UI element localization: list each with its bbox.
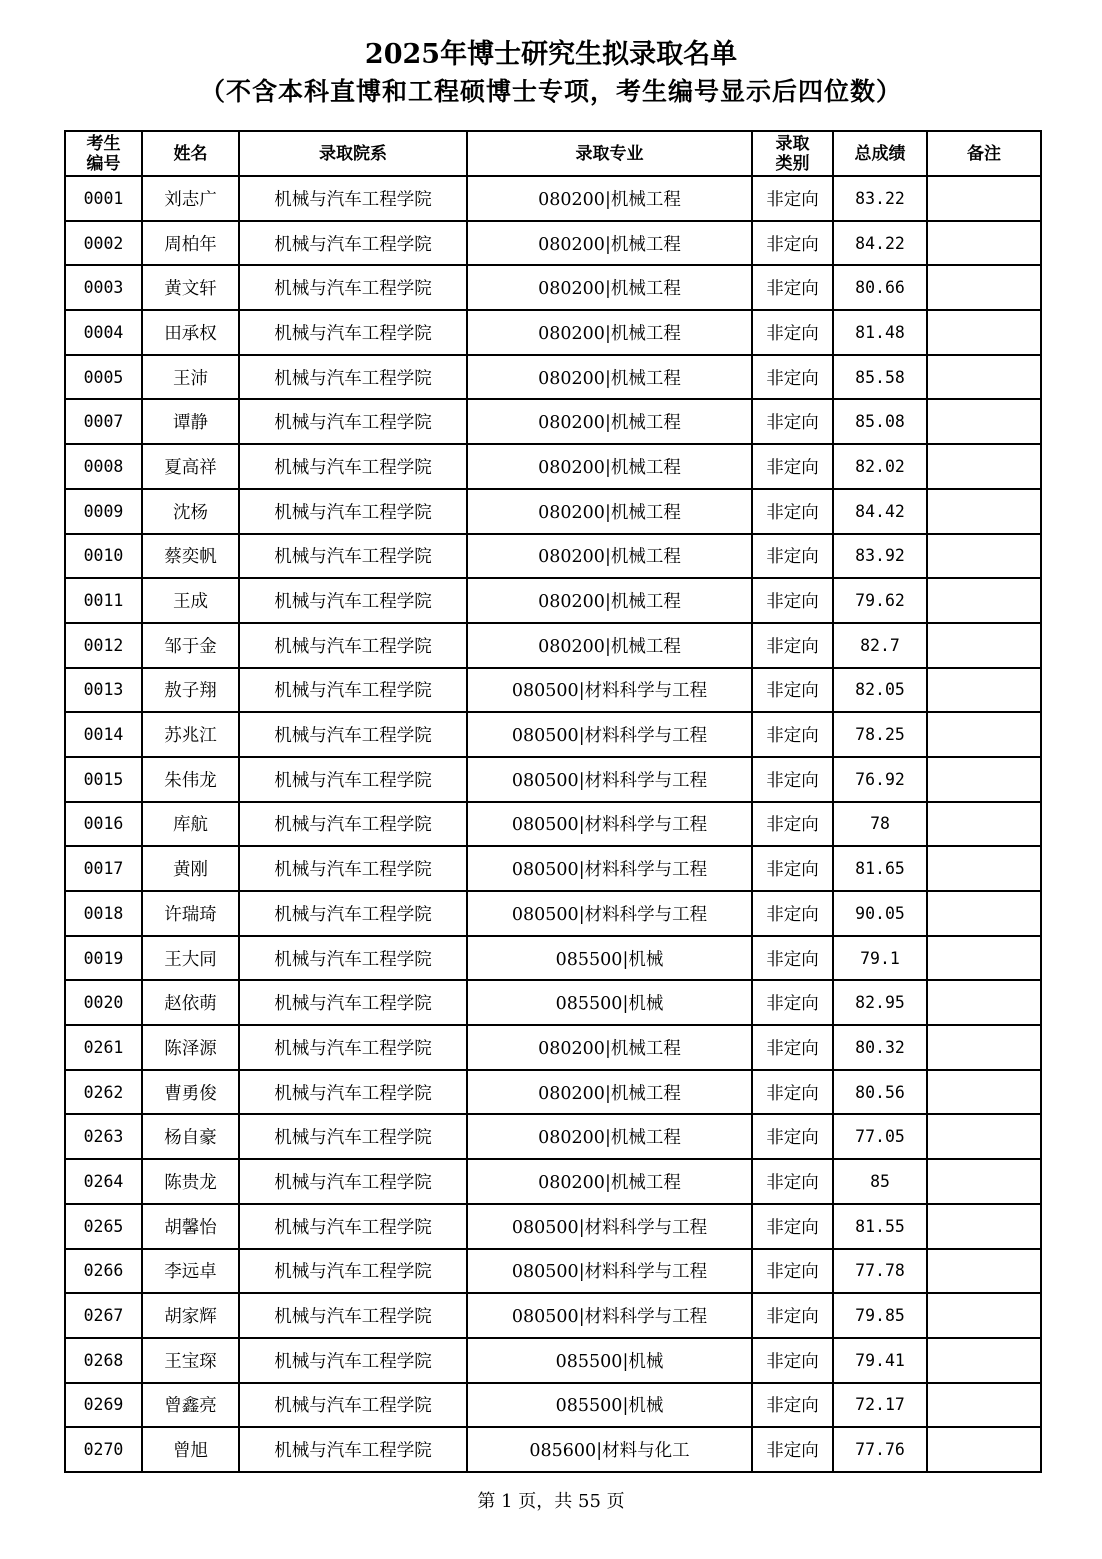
cell-major: 080200|机械工程	[467, 623, 752, 668]
table-row	[65, 802, 1041, 847]
cell-name: 苏兆江	[142, 712, 239, 757]
table-row	[65, 846, 1041, 891]
table-row	[65, 936, 1041, 981]
cell-name: 谭静	[142, 399, 239, 444]
cell-remark	[927, 578, 1041, 623]
cell-major: 080200|机械工程	[467, 578, 752, 623]
cell-major: 080200|机械工程	[467, 534, 752, 579]
cell-major: 080500|材料科学与工程	[467, 802, 752, 847]
cell-total-score: 85	[833, 1159, 927, 1204]
admission-table	[64, 130, 1042, 1473]
cell-name: 朱伟龙	[142, 757, 239, 802]
cell-candidate-id: 0013	[65, 668, 142, 713]
cell-name: 曾鑫亮	[142, 1383, 239, 1428]
cell-name: 许瑞琦	[142, 891, 239, 936]
cell-category: 非定向	[752, 265, 833, 310]
cell-total-score: 84.22	[833, 221, 927, 266]
cell-candidate-id: 0014	[65, 712, 142, 757]
cell-total-score: 78.25	[833, 712, 927, 757]
table-row	[65, 1427, 1041, 1472]
table-row	[65, 176, 1041, 221]
cell-category: 非定向	[752, 176, 833, 221]
cell-candidate-id: 0264	[65, 1159, 142, 1204]
cell-remark	[927, 802, 1041, 847]
table-row	[65, 1159, 1041, 1204]
cell-candidate-id: 0004	[65, 310, 142, 355]
cell-category: 非定向	[752, 623, 833, 668]
cell-total-score: 82.95	[833, 980, 927, 1025]
table-row	[65, 757, 1041, 802]
cell-category: 非定向	[752, 757, 833, 802]
cell-category: 非定向	[752, 1159, 833, 1204]
cell-name: 杨自豪	[142, 1114, 239, 1159]
table-row	[65, 444, 1041, 489]
cell-department: 机械与汽车工程学院	[239, 1159, 467, 1204]
cell-department: 机械与汽车工程学院	[239, 712, 467, 757]
cell-major: 080200|机械工程	[467, 1114, 752, 1159]
cell-department: 机械与汽车工程学院	[239, 221, 467, 266]
table-row	[65, 578, 1041, 623]
cell-name: 胡馨怡	[142, 1204, 239, 1249]
cell-candidate-id: 0265	[65, 1204, 142, 1249]
cell-candidate-id: 0003	[65, 265, 142, 310]
cell-category: 非定向	[752, 891, 833, 936]
cell-remark	[927, 176, 1041, 221]
cell-department: 机械与汽车工程学院	[239, 668, 467, 713]
cell-name: 沈杨	[142, 489, 239, 534]
table-row	[65, 712, 1041, 757]
table-row	[65, 1383, 1041, 1428]
cell-category: 非定向	[752, 1427, 833, 1472]
cell-major: 080200|机械工程	[467, 1025, 752, 1070]
cell-candidate-id: 0261	[65, 1025, 142, 1070]
cell-candidate-id: 0016	[65, 802, 142, 847]
cell-remark	[927, 1383, 1041, 1428]
cell-department: 机械与汽车工程学院	[239, 1070, 467, 1115]
cell-major: 080200|机械工程	[467, 444, 752, 489]
cell-major: 080500|材料科学与工程	[467, 668, 752, 713]
cell-department: 机械与汽车工程学院	[239, 891, 467, 936]
cell-candidate-id: 0267	[65, 1293, 142, 1338]
cell-candidate-id: 0270	[65, 1427, 142, 1472]
cell-remark	[927, 846, 1041, 891]
cell-category: 非定向	[752, 399, 833, 444]
cell-remark	[927, 534, 1041, 579]
cell-remark	[927, 1338, 1041, 1383]
cell-major: 080500|材料科学与工程	[467, 891, 752, 936]
cell-name: 王大同	[142, 936, 239, 981]
table-row	[65, 1249, 1041, 1294]
cell-department: 机械与汽车工程学院	[239, 399, 467, 444]
cell-total-score: 79.1	[833, 936, 927, 981]
cell-candidate-id: 0266	[65, 1249, 142, 1294]
cell-category: 非定向	[752, 310, 833, 355]
cell-total-score: 77.78	[833, 1249, 927, 1294]
cell-category: 非定向	[752, 1249, 833, 1294]
cell-department: 机械与汽车工程学院	[239, 1204, 467, 1249]
cell-candidate-id: 0262	[65, 1070, 142, 1115]
cell-major: 080500|材料科学与工程	[467, 757, 752, 802]
header-remark: 备注	[927, 131, 1041, 176]
cell-total-score: 80.32	[833, 1025, 927, 1070]
cell-name: 田承权	[142, 310, 239, 355]
table-row	[65, 489, 1041, 534]
cell-total-score: 78	[833, 802, 927, 847]
cell-category: 非定向	[752, 712, 833, 757]
cell-major: 080200|机械工程	[467, 1070, 752, 1115]
cell-total-score: 85.08	[833, 399, 927, 444]
cell-candidate-id: 0015	[65, 757, 142, 802]
page-subtitle: （不含本科直博和工程硕博士专项，考生编号显示后四位数）	[199, 77, 902, 106]
cell-department: 机械与汽车工程学院	[239, 578, 467, 623]
cell-name: 陈泽源	[142, 1025, 239, 1070]
cell-remark	[927, 355, 1041, 400]
cell-total-score: 79.85	[833, 1293, 927, 1338]
cell-department: 机械与汽车工程学院	[239, 265, 467, 310]
cell-major: 080200|机械工程	[467, 399, 752, 444]
cell-name: 夏高祥	[142, 444, 239, 489]
cell-department: 机械与汽车工程学院	[239, 1114, 467, 1159]
cell-department: 机械与汽车工程学院	[239, 534, 467, 579]
cell-category: 非定向	[752, 1338, 833, 1383]
cell-major: 080500|材料科学与工程	[467, 1293, 752, 1338]
cell-candidate-id: 0010	[65, 534, 142, 579]
cell-candidate-id: 0019	[65, 936, 142, 981]
cell-total-score: 80.56	[833, 1070, 927, 1115]
cell-remark	[927, 265, 1041, 310]
cell-remark	[927, 221, 1041, 266]
header-total-score: 总成绩	[833, 131, 927, 176]
cell-remark	[927, 623, 1041, 668]
cell-remark	[927, 310, 1041, 355]
cell-total-score: 79.62	[833, 578, 927, 623]
cell-category: 非定向	[752, 1383, 833, 1428]
cell-major: 085500|机械	[467, 980, 752, 1025]
cell-major: 085500|机械	[467, 1383, 752, 1428]
cell-major: 080200|机械工程	[467, 355, 752, 400]
cell-remark	[927, 980, 1041, 1025]
cell-category: 非定向	[752, 1114, 833, 1159]
table-row	[65, 1338, 1041, 1383]
cell-name: 敖子翔	[142, 668, 239, 713]
table-row	[65, 1293, 1041, 1338]
page-footer: 第 1 页，共 55 页	[477, 1491, 625, 1512]
cell-department: 机械与汽车工程学院	[239, 936, 467, 981]
header-department: 录取院系	[239, 131, 467, 176]
cell-candidate-id: 0012	[65, 623, 142, 668]
cell-category: 非定向	[752, 1204, 833, 1249]
cell-major: 080500|材料科学与工程	[467, 846, 752, 891]
cell-major: 085500|机械	[467, 936, 752, 981]
cell-name: 李远卓	[142, 1249, 239, 1294]
cell-department: 机械与汽车工程学院	[239, 1249, 467, 1294]
cell-name: 陈贵龙	[142, 1159, 239, 1204]
cell-candidate-id: 0005	[65, 355, 142, 400]
cell-department: 机械与汽车工程学院	[239, 176, 467, 221]
cell-total-score: 82.02	[833, 444, 927, 489]
cell-department: 机械与汽车工程学院	[239, 980, 467, 1025]
cell-major: 080200|机械工程	[467, 489, 752, 534]
cell-total-score: 83.22	[833, 176, 927, 221]
table-row	[65, 623, 1041, 668]
cell-remark	[927, 668, 1041, 713]
table-row	[65, 310, 1041, 355]
cell-major: 080200|机械工程	[467, 310, 752, 355]
cell-candidate-id: 0001	[65, 176, 142, 221]
cell-major: 080200|机械工程	[467, 221, 752, 266]
cell-category: 非定向	[752, 1293, 833, 1338]
cell-total-score: 76.92	[833, 757, 927, 802]
table-row	[65, 1070, 1041, 1115]
page-title: 2025年博士研究生拟录取名单	[364, 39, 738, 70]
cell-category: 非定向	[752, 936, 833, 981]
cell-name: 周柏年	[142, 221, 239, 266]
cell-major: 080500|材料科学与工程	[467, 1204, 752, 1249]
cell-name: 胡家辉	[142, 1293, 239, 1338]
cell-remark	[927, 1204, 1041, 1249]
cell-candidate-id: 0009	[65, 489, 142, 534]
table-row	[65, 221, 1041, 266]
cell-candidate-id: 0263	[65, 1114, 142, 1159]
cell-category: 非定向	[752, 221, 833, 266]
cell-department: 机械与汽车工程学院	[239, 1383, 467, 1428]
cell-name: 邹于金	[142, 623, 239, 668]
table-row	[65, 534, 1041, 579]
cell-name: 库航	[142, 802, 239, 847]
cell-department: 机械与汽车工程学院	[239, 846, 467, 891]
cell-remark	[927, 757, 1041, 802]
cell-name: 刘志广	[142, 176, 239, 221]
cell-total-score: 81.65	[833, 846, 927, 891]
cell-department: 机械与汽车工程学院	[239, 310, 467, 355]
cell-name: 赵依萌	[142, 980, 239, 1025]
cell-remark	[927, 1070, 1041, 1115]
cell-major: 085600|材料与化工	[467, 1427, 752, 1472]
cell-candidate-id: 0002	[65, 221, 142, 266]
cell-remark	[927, 712, 1041, 757]
cell-department: 机械与汽车工程学院	[239, 1338, 467, 1383]
cell-major: 080200|机械工程	[467, 1159, 752, 1204]
table-row	[65, 355, 1041, 400]
cell-category: 非定向	[752, 980, 833, 1025]
cell-remark	[927, 399, 1041, 444]
cell-remark	[927, 1159, 1041, 1204]
cell-department: 机械与汽车工程学院	[239, 489, 467, 534]
cell-total-score: 79.41	[833, 1338, 927, 1383]
cell-candidate-id: 0269	[65, 1383, 142, 1428]
cell-candidate-id: 0018	[65, 891, 142, 936]
cell-name: 王沛	[142, 355, 239, 400]
cell-department: 机械与汽车工程学院	[239, 444, 467, 489]
table-row	[65, 1114, 1041, 1159]
cell-total-score: 83.92	[833, 534, 927, 579]
cell-total-score: 82.05	[833, 668, 927, 713]
cell-category: 非定向	[752, 534, 833, 579]
cell-major: 085500|机械	[467, 1338, 752, 1383]
cell-candidate-id: 0020	[65, 980, 142, 1025]
cell-remark	[927, 489, 1041, 534]
header-candidate-id: 考生 编号	[65, 131, 142, 176]
cell-major: 080500|材料科学与工程	[467, 1249, 752, 1294]
cell-department: 机械与汽车工程学院	[239, 1293, 467, 1338]
cell-category: 非定向	[752, 489, 833, 534]
table-row	[65, 1204, 1041, 1249]
cell-name: 黄刚	[142, 846, 239, 891]
table-row	[65, 980, 1041, 1025]
cell-remark	[927, 1249, 1041, 1294]
cell-name: 蔡奕帆	[142, 534, 239, 579]
header-category: 录取 类别	[752, 131, 833, 176]
cell-candidate-id: 0007	[65, 399, 142, 444]
cell-candidate-id: 0017	[65, 846, 142, 891]
cell-category: 非定向	[752, 668, 833, 713]
cell-total-score: 84.42	[833, 489, 927, 534]
cell-candidate-id: 0008	[65, 444, 142, 489]
cell-category: 非定向	[752, 578, 833, 623]
cell-department: 机械与汽车工程学院	[239, 802, 467, 847]
cell-major: 080500|材料科学与工程	[467, 712, 752, 757]
cell-remark	[927, 1427, 1041, 1472]
cell-name: 曹勇俊	[142, 1070, 239, 1115]
cell-name: 曾旭	[142, 1427, 239, 1472]
cell-category: 非定向	[752, 444, 833, 489]
header-major: 录取专业	[467, 131, 752, 176]
cell-name: 王宝琛	[142, 1338, 239, 1383]
cell-total-score: 77.76	[833, 1427, 927, 1472]
cell-total-score: 85.58	[833, 355, 927, 400]
cell-remark	[927, 1114, 1041, 1159]
cell-remark	[927, 1025, 1041, 1070]
table-row	[65, 668, 1041, 713]
cell-total-score: 72.17	[833, 1383, 927, 1428]
cell-total-score: 81.55	[833, 1204, 927, 1249]
cell-department: 机械与汽车工程学院	[239, 1427, 467, 1472]
cell-name: 王成	[142, 578, 239, 623]
cell-category: 非定向	[752, 846, 833, 891]
cell-category: 非定向	[752, 802, 833, 847]
cell-candidate-id: 0011	[65, 578, 142, 623]
cell-remark	[927, 936, 1041, 981]
cell-category: 非定向	[752, 1025, 833, 1070]
cell-remark	[927, 891, 1041, 936]
cell-major: 080200|机械工程	[467, 176, 752, 221]
cell-total-score: 77.05	[833, 1114, 927, 1159]
cell-department: 机械与汽车工程学院	[239, 1025, 467, 1070]
cell-department: 机械与汽车工程学院	[239, 355, 467, 400]
table-header-row	[65, 131, 1041, 176]
cell-department: 机械与汽车工程学院	[239, 623, 467, 668]
cell-candidate-id: 0268	[65, 1338, 142, 1383]
cell-total-score: 82.7	[833, 623, 927, 668]
header-name: 姓名	[142, 131, 239, 176]
cell-total-score: 80.66	[833, 265, 927, 310]
cell-remark	[927, 1293, 1041, 1338]
cell-name: 黄文轩	[142, 265, 239, 310]
table-row	[65, 891, 1041, 936]
table-row	[65, 265, 1041, 310]
cell-remark	[927, 444, 1041, 489]
cell-major: 080200|机械工程	[467, 265, 752, 310]
table-row	[65, 399, 1041, 444]
cell-category: 非定向	[752, 1070, 833, 1115]
cell-department: 机械与汽车工程学院	[239, 757, 467, 802]
table-row	[65, 1025, 1041, 1070]
cell-category: 非定向	[752, 355, 833, 400]
cell-total-score: 81.48	[833, 310, 927, 355]
cell-total-score: 90.05	[833, 891, 927, 936]
